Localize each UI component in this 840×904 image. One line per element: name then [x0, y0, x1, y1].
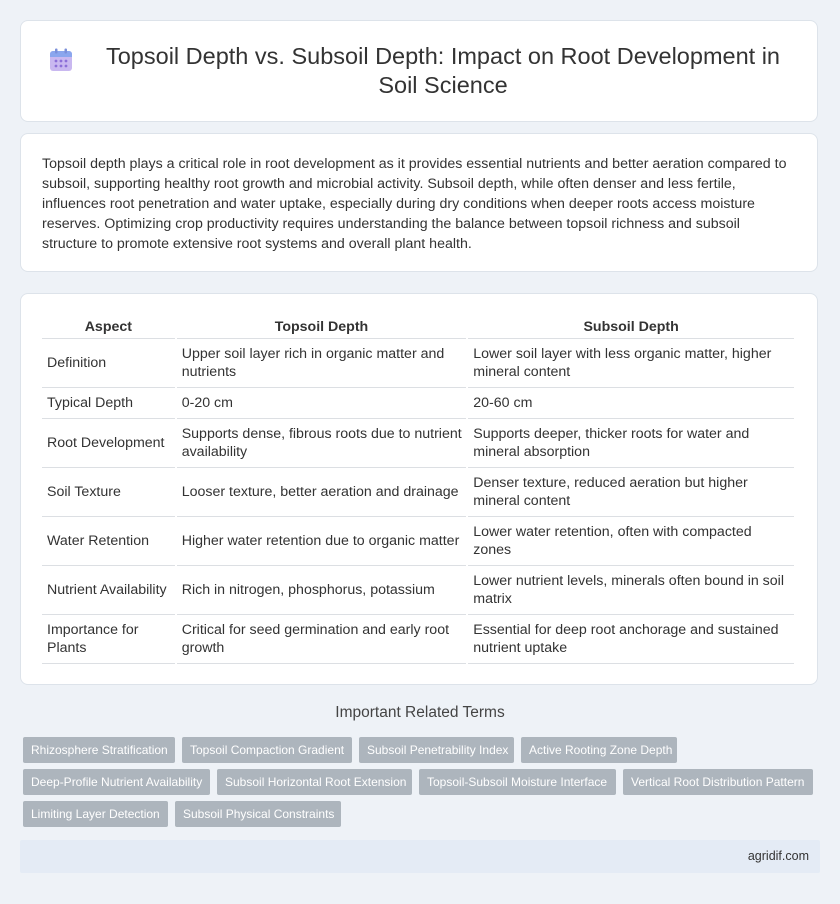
cell-topsoil: Upper soil layer rich in organic matter and nutrients: [177, 339, 467, 388]
related-term-tag[interactable]: Limiting Layer Detection: [23, 801, 168, 827]
cell-subsoil: Lower water retention, often with compacted zones: [468, 517, 794, 566]
cell-topsoil: Critical for seed germination and early root growth: [177, 615, 467, 664]
table-header-row: [42, 314, 794, 339]
table-row: [42, 468, 794, 517]
related-term-tag[interactable]: Rhizosphere Stratification: [23, 737, 175, 763]
table-row: [42, 388, 794, 419]
table-row: [42, 419, 794, 468]
header-aspect: Aspect: [42, 314, 175, 339]
intro-card: [20, 133, 818, 272]
footer: [20, 840, 820, 873]
table-row: [42, 339, 794, 388]
cell-topsoil: Rich in nitrogen, phosphorus, potassium: [177, 566, 467, 615]
cell-topsoil: 0-20 cm: [177, 388, 467, 419]
cell-topsoil: Looser texture, better aeration and drainage: [177, 468, 467, 517]
cell-aspect: Root Development: [42, 419, 175, 468]
cell-aspect: Importance for Plants: [42, 615, 175, 664]
intro-paragraph: Topsoil depth plays a critical role in root development as it provides essential nutrients and better aeration compared to subsoil, supporting healthy root growth and microbial activity. Subsoil depth, while often denser and less fertile, influences root penetration and water uptake, especially during dry conditions when deeper roots access moisture reserves. Optimizing crop productivity requires understanding the balance between topsoil richness and subsoil structure to promote extensive root systems and overall plant health.: [42, 156, 787, 252]
related-term-tag[interactable]: Subsoil Penetrability Index: [359, 737, 514, 763]
header-subsoil: Subsoil Depth: [468, 314, 794, 339]
cell-subsoil: 20-60 cm: [468, 388, 794, 419]
related-term-tag[interactable]: Topsoil Compaction Gradient: [182, 737, 352, 763]
related-term-tag[interactable]: Vertical Root Distribution Pattern: [623, 769, 813, 795]
related-term-tag[interactable]: Deep-Profile Nutrient Availability: [23, 769, 210, 795]
cell-subsoil: Essential for deep root anchorage and sustained nutrient uptake: [468, 615, 794, 664]
cell-aspect: Typical Depth: [42, 388, 175, 419]
table-row: [42, 517, 794, 566]
comparison-table: [40, 314, 796, 664]
related-term-tag[interactable]: Subsoil Physical Constraints: [175, 801, 341, 827]
cell-subsoil: Supports deeper, thicker roots for water and mineral absorption: [468, 419, 794, 468]
page-title: Topsoil Depth vs. Subsoil Depth: Impact on Root Development in Soil Science: [105, 43, 781, 98]
related-term-tag[interactable]: Active Rooting Zone Depth: [521, 737, 677, 763]
cell-aspect: Soil Texture: [42, 468, 175, 517]
cell-aspect: Definition: [42, 339, 175, 388]
cell-aspect: Water Retention: [42, 517, 175, 566]
cell-topsoil: Higher water retention due to organic matter: [177, 517, 467, 566]
cell-subsoil: Lower nutrient levels, minerals often bound in soil matrix: [468, 566, 794, 615]
header: [49, 42, 789, 100]
related-term-tag[interactable]: Subsoil Horizontal Root Extension: [217, 769, 412, 795]
cell-aspect: Nutrient Availability: [42, 566, 175, 615]
related-term-tag[interactable]: Topsoil-Subsoil Moisture Interface: [419, 769, 616, 795]
related-terms-title: Important Related Terms: [335, 704, 505, 721]
cell-subsoil: Lower soil layer with less organic matter, higher mineral content: [468, 339, 794, 388]
comparison-table-card: [20, 293, 818, 685]
table-row: [42, 566, 794, 615]
calendar-icon: [49, 48, 73, 72]
header-topsoil: Topsoil Depth: [177, 314, 467, 339]
cell-subsoil: Denser texture, reduced aeration but higher mineral content: [468, 468, 794, 517]
cell-topsoil: Supports dense, fibrous roots due to nutrient availability: [177, 419, 467, 468]
header-card: [20, 20, 818, 122]
table-row: [42, 615, 794, 664]
footer-site-link[interactable]: agridif.com: [747, 849, 809, 863]
